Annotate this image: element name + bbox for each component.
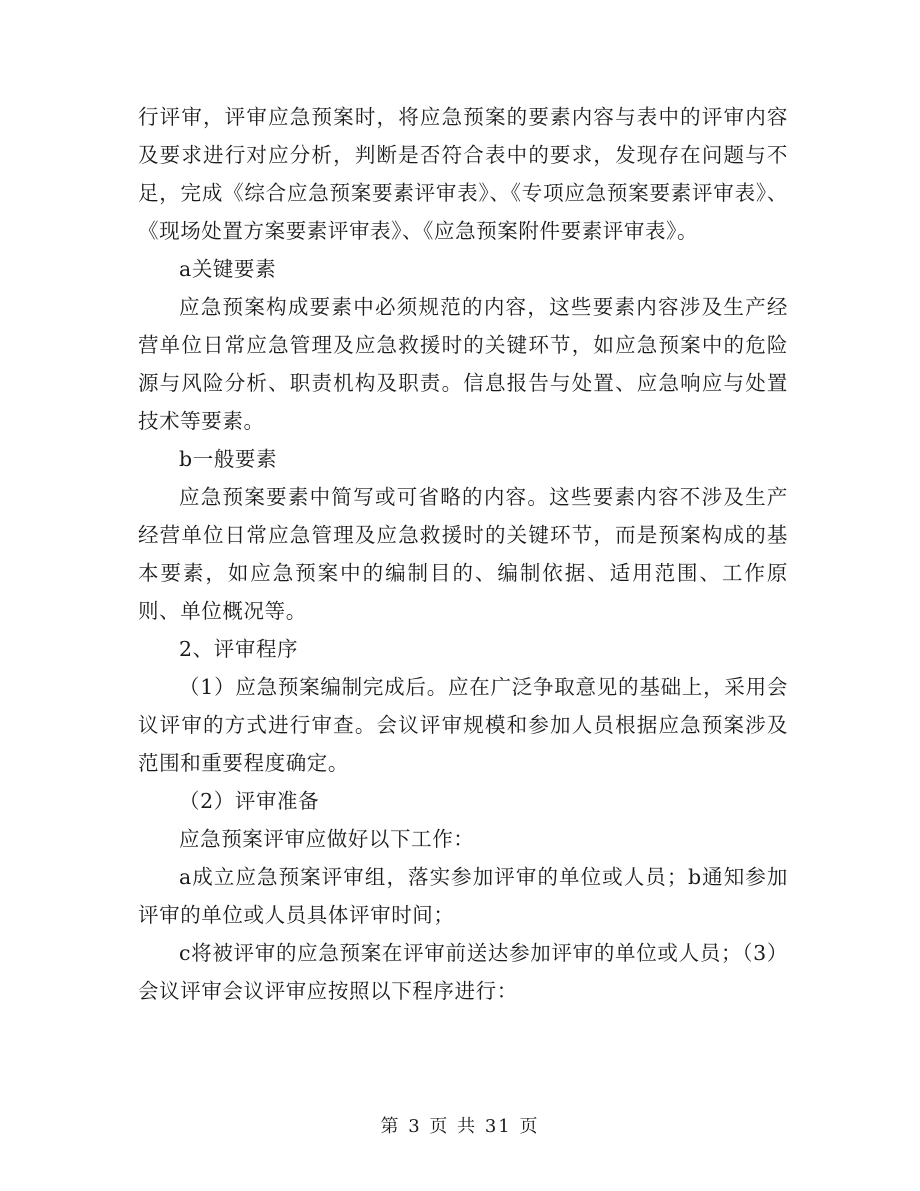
heading-general-elements: b一般要素 <box>179 447 278 471</box>
page-number-footer: 第 3 页 共 31 页 <box>380 1116 540 1137</box>
paragraph-preparation-c: c将被评审的应急预案在评审前送达参加评审的单位或人员；（3）会议评审会议评审应按照以下程序进行： <box>138 941 788 1003</box>
paragraph-key-elements: 应急预案构成要素中必须规范的内容，这些要素内容涉及生产经营单位日常应急管理及应急救援时的关键环节，如应急预案中的危险源与风险分析、职责机构及职责。信息报告与处置、应急响应与处置技术等要素。 <box>138 295 788 433</box>
heading-review-procedure: 2、评审程序 <box>179 637 299 661</box>
paragraph-review-step-1: （1）应急预案编制完成后。应在广泛争取意见的基础上，采用会议评审的方式进行审查。会议评审规模和参加人员根据应急预案涉及范围和重要程度确定。 <box>138 675 788 775</box>
heading-key-elements: a关键要素 <box>179 257 277 281</box>
heading-review-preparation: （2）评审准备 <box>179 789 320 813</box>
paragraph-general-elements: 应急预案要素中简写或可省略的内容。这些要素内容不涉及生产经营单位日常应急管理及应急救援时的关键环节，而是预案构成的基本要素，如应急预案中的编制目的、编制依据、适用范围、工作原则、单位概况等。 <box>138 485 788 623</box>
paragraph-preparation-intro: 应急预案评审应做好以下工作： <box>179 827 475 851</box>
document-body <box>138 98 788 1010</box>
paragraph-preparation-ab: a成立应急预案评审组，落实参加评审的单位或人员；b通知参加评审的单位或人员具体评审时间； <box>138 865 788 927</box>
paragraph-continuation: 行评审，评审应急预案时，将应急预案的要素内容与表中的评审内容及要求进行对应分析，判断是否符合表中的要求，发现存在问题与不足，完成《综合应急预案要素评审表》、《专项应急预案要素评审表》、《现场处置方案要素评审表》、《应急预案附件要素评审表》。 <box>138 105 788 243</box>
